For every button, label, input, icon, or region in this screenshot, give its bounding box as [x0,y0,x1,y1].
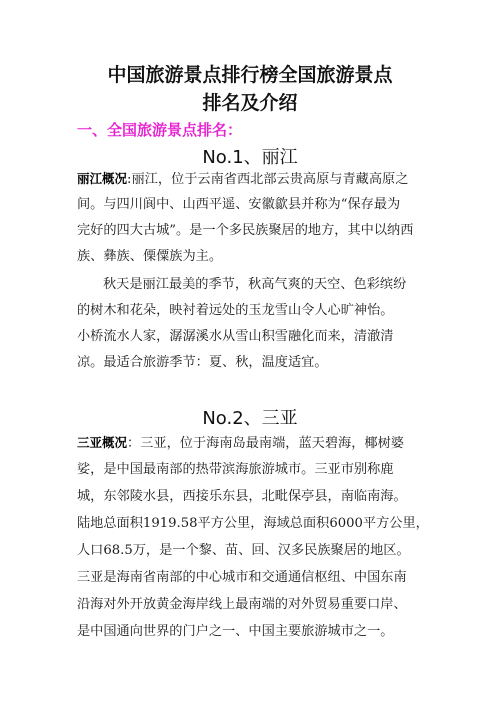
entry-label-lijiang: 丽江概况 [77,171,128,186]
section-heading: 一、全国旅游景点排名： [77,121,243,139]
paragraph-line: 完好的四大古城”。是一个多民族聚居的地方，其中以纳西 [77,223,414,238]
paragraph-line: 三亚概况：三亚，位于海南岛最南端，蓝天碧海，椰树婆 [77,435,404,451]
paragraph-line: 沿海对外开放黄金海岸线上最南端的对外贸易重要口岸、 [77,597,407,612]
entry-heading-sanya: No.2、三亚 [202,408,298,429]
paragraph-line: 的树木和花朵，映衬着远处的玉龙雪山令人心旷神怡。 [77,303,394,318]
page-title-line-2: 排名及介绍 [202,92,298,114]
paragraph-line: 娑，是中国最南部的热带滨海旅游城市。三亚市别称鹿 [77,462,394,477]
paragraph-line: 丽江概况:丽江，位于云南省西北部云贵高原与青藏高原之 [77,171,409,187]
paragraph-line: 秋天是丽江最美的季节，秋高气爽的天空、色彩缤纷 [103,277,407,292]
paragraph-line: 族、彝族、傈僳族为主。 [77,249,223,264]
paragraph-line: 陆地总面积1919.58平方公里，海域总面积6000平方公里， [77,516,429,531]
entry-heading-lijiang: No.1、丽江 [202,147,298,168]
paragraph-line: 凉。最适合旅游季节：夏、秋，温度适宜。 [77,355,328,370]
paragraph-line: 间。与四川阆中、山西平遥、安徽歙县并称为“保存最为 [77,197,401,212]
paragraph-line: 城，东邻陵水县，西接乐东县，北毗保亭县，南临南海。 [77,489,407,504]
paragraph-line: 人口68.5万，是一个黎、苗、回、汉多民族聚居的地区。 [77,543,410,558]
paragraph-line: 三亚是海南省南部的中心城市和交通通信枢纽、中国东南 [77,570,407,585]
entry-label-sanya: 三亚概况 [77,435,128,450]
page-title-line-1: 中国旅游景点排行榜全国旅游景点 [107,64,393,86]
paragraph-line: 是中国通向世界的门户之一、中国主要旅游城市之一。 [77,624,394,639]
paragraph-line: 小桥流水人家，潺潺溪水从雪山积雪融化而来，清澈清 [77,329,394,344]
